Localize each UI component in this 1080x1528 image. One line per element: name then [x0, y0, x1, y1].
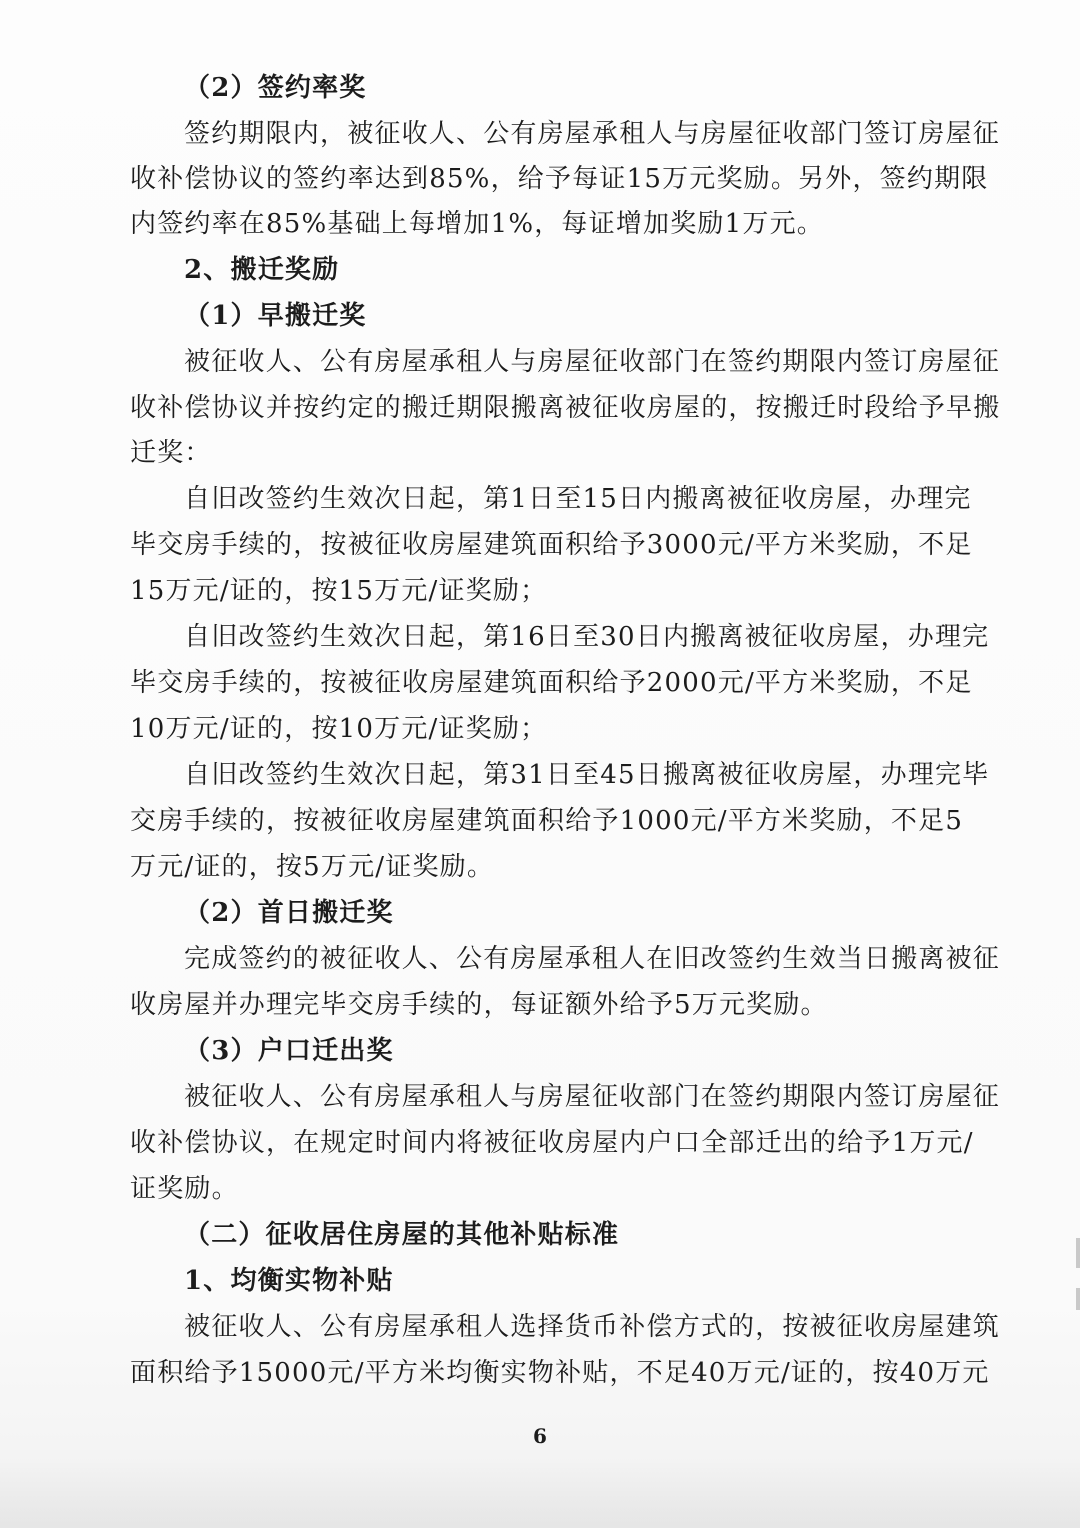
paragraph-line: 自旧改签约生效次日起，第16日至30日内搬离被征收房屋，办理完 — [184, 622, 990, 652]
paragraph-line: 交房手续的，按被征收房屋建筑面积给予1000元/平方米奖励，不足5 — [130, 806, 964, 836]
paragraph-line: 被征收人、公有房屋承租人与房屋征收部门在签约期限内签订房屋征 — [184, 1082, 1001, 1112]
paragraph-line: 完成签约的被征收人、公有房屋承租人在旧改签约生效当日搬离被征 — [184, 944, 1001, 974]
paragraph-line: 被征收人、公有房屋承租人与房屋征收部门在签约期限内签订房屋征 — [184, 347, 1001, 377]
paragraph-line: 收房屋并办理完毕交房手续的，每证额外给予5万元奖励。 — [130, 990, 828, 1020]
heading-first-day-relocation-award: （2）首日搬迁奖 — [184, 898, 394, 928]
paragraph-line: 自旧改签约生效次日起，第1日至15日内搬离被征收房屋，办理完 — [184, 484, 972, 514]
page-number: 6 — [533, 1424, 547, 1448]
paragraph-line: 被征收人、公有房屋承租人选择货币补偿方式的，按被征收房屋建筑 — [184, 1312, 1001, 1342]
heading-other-subsidy-standards: （二）征收居住房屋的其他补贴标准 — [184, 1220, 620, 1250]
scan-edge-mark — [1076, 1238, 1080, 1268]
paragraph-line: 收补偿协议，在规定时间内将被征收房屋内户口全部迁出的给予1万元/ — [130, 1128, 974, 1158]
scan-bottom-shadow — [0, 1458, 1080, 1528]
heading-relocation-award: 2、搬迁奖励 — [184, 255, 340, 285]
heading-early-relocation-award: （1）早搬迁奖 — [184, 301, 367, 331]
paragraph-line: 迁奖： — [130, 438, 212, 468]
paragraph-line: 15万元/证的，按15万元/证奖励； — [130, 576, 548, 606]
paragraph-line: 毕交房手续的，按被征收房屋建筑面积给予3000元/平方米奖励，不足 — [130, 530, 973, 560]
paragraph-line: 收补偿协议的签约率达到85%，给予每证15万元奖励。另外，签约期限 — [130, 164, 989, 194]
paragraph-line: 自旧改签约生效次日起，第31日至45日搬离被征收房屋，办理完毕 — [184, 760, 990, 790]
scan-edge-mark — [1076, 1288, 1080, 1310]
paragraph-line: 证奖励。 — [130, 1174, 239, 1204]
paragraph-line: 内签约率在85%基础上每增加1%，每证增加奖励1万元。 — [130, 209, 824, 239]
heading-balanced-subsidy: 1、均衡实物补贴 — [184, 1266, 394, 1296]
heading-household-registration-award: （3）户口迁出奖 — [184, 1036, 394, 1066]
paragraph-line: 10万元/证的，按10万元/证奖励； — [130, 714, 548, 744]
paragraph-line: 收补偿协议并按约定的搬迁期限搬离被征收房屋的，按搬迁时段给予早搬 — [130, 393, 1001, 423]
paragraph-line: 毕交房手续的，按被征收房屋建筑面积给予2000元/平方米奖励，不足 — [130, 668, 973, 698]
paragraph-line: 面积给予15000元/平方米均衡实物补贴，不足40万元/证的，按40万元 — [130, 1358, 990, 1388]
paragraph-line: 签约期限内，被征收人、公有房屋承租人与房屋征收部门签订房屋征 — [184, 119, 1001, 149]
paragraph-line: 万元/证的，按5万元/证奖励。 — [130, 852, 495, 882]
heading-signing-rate-award: （2）签约率奖 — [184, 73, 367, 103]
